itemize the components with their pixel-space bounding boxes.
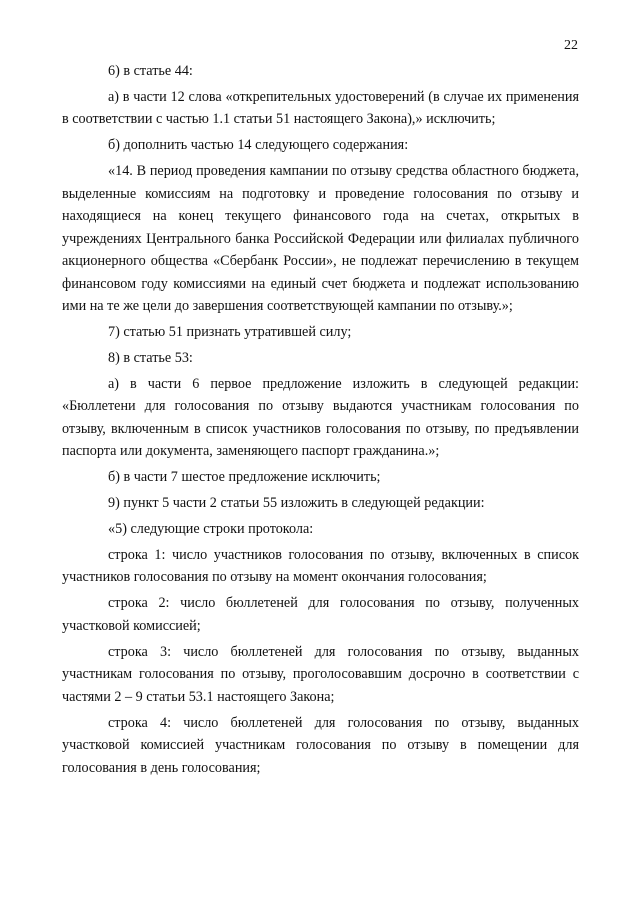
page-number: 22 [564, 38, 578, 53]
paragraph-item-6b: б) дополнить частью 14 следующего содержания: [108, 137, 409, 154]
paragraph-item-7: 7) статью 51 признать утратившей силу; [108, 324, 352, 341]
paragraph-item-9: 9) пункт 5 части 2 статьи 55 изложить в следующей редакции: [108, 495, 485, 512]
paragraph-item-6a: а) в части 12 слова «открепительных удостоверений (в случае их применения в соответствии с частью 1.1 статьи 51 настоящего Закона),» исключить; [62, 88, 579, 128]
paragraph-item-8: 8) в статье 53: [108, 349, 193, 366]
paragraph-line-4: строка 4: число бюллетеней для голосования по отзыву, выданных участковой комиссией участникам голосования по отзыву в помещении для голосования в день голосования; [62, 714, 579, 776]
document-body [62, 60, 579, 782]
paragraph-quoted-part-14: «14. В период проведения кампании по отзыву средства областного бюджета, выделенные комиссиям на подготовку и проведение голосования по отзыву и находящиеся на конец текущего финансового года на счетах, открытых в учреждениях Центрального банка Российской Федерации или филиалах публичного акционерного общества «Сбербанк России», не подлежат перечислению в текущем финансовом году комиссиями на единый счет бюджета и подлежат использованию ими на те же цели до завершения соответствующей кампании по отзыву.»; [62, 163, 579, 315]
paragraph-line-2: строка 2: число бюллетеней для голосования по отзыву, полученных участковой комиссией; [62, 595, 579, 634]
paragraph-item-8a: а) в части 6 первое предложение изложить в следующей редакции: «Бюллетени для голосования по отзыву выдаются участникам голосования по отзыву, включенным в список участников голосования по отзыву, по предъявлении паспорта или документа, заменяющего паспорт гражданина.»; [62, 375, 579, 460]
paragraph-item-6: 6) в статье 44: [108, 63, 193, 79]
paragraph-line-3: строка 3: число бюллетеней для голосования по отзыву, выданных участникам голосования по отзыву, проголосовавшим досрочно в соответствии с частями 2 – 9 статьи 53.1 настоящего Закона; [62, 643, 579, 705]
paragraph-protocol-lines-intro: «5) следующие строки протокола: [108, 521, 314, 538]
paragraph-line-1: строка 1: число участников голосования по отзыву, включенных в список участников голосования по отзыву на момент окончания голосования; [62, 546, 579, 586]
paragraph-item-8b: б) в части 7 шестое предложение исключить; [108, 469, 381, 486]
